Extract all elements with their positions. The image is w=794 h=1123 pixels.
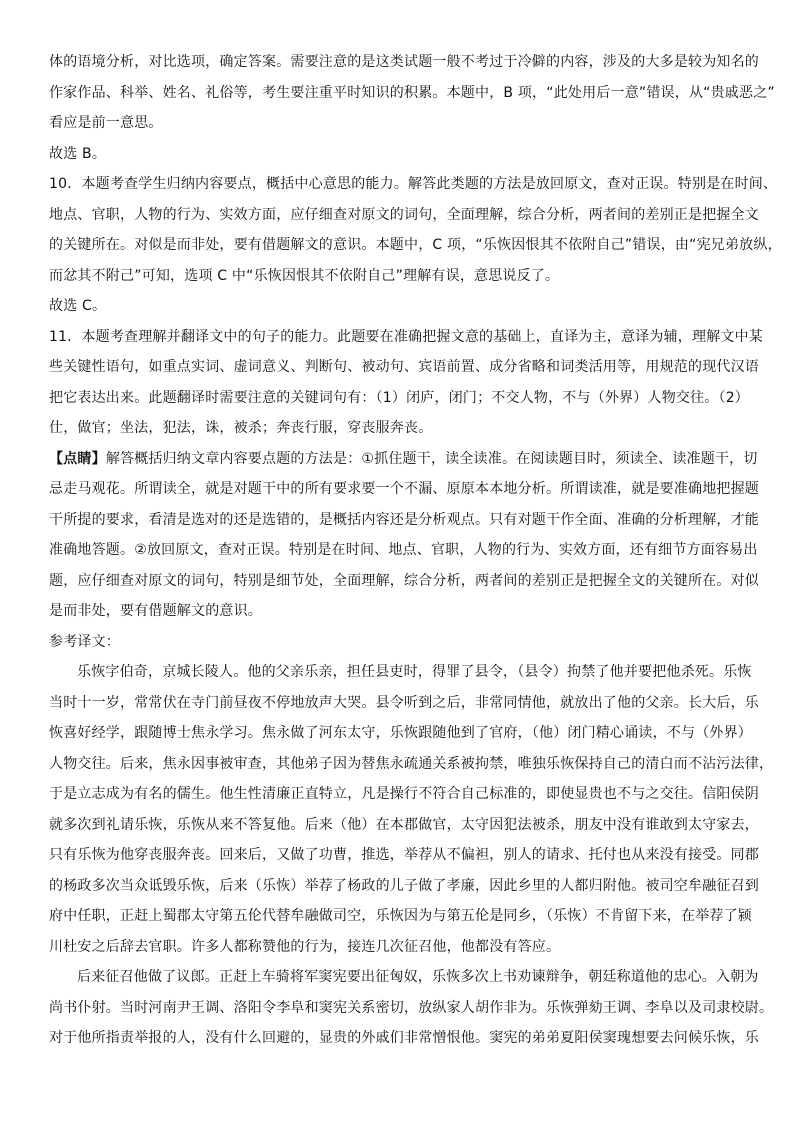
text-line: 人物交往。后来，焦永因事被审查，其他弟子因为替焦永疏通关系被拘禁，唯独乐恢保持自己的清白而不沾污法律， [49, 755, 774, 772]
text-line: 准确地答题。②放回原文，查对正误。特别是在时间、地点、官职，人物的行为、实效方面，还有细节方面容易出 [49, 542, 758, 558]
text-line: 看应是前一意思。 [49, 115, 163, 131]
text-line: 体的语境分析，对比选项，确定答案。需要注意的是这类试题一般不考过于冷僻的内容，涉及的大多是较为知名的 [49, 54, 759, 70]
text-line: 对于他所指责举报的人，没有什么回避的，显贵的外戚们非常憎恨他。窦宪的弟弟夏阳侯窦瑰想要去问候乐恢，乐 [49, 1030, 759, 1046]
text-line: 仕，做官；坐法，犯法，诛，被杀；奔丧行服，穿丧服奔丧。 [49, 420, 433, 436]
text-line: 当时十一岁，常常伏在寺门前昼夜不停地放声大哭。县令听到之后，非常同情他，就放出了他的父亲。长大后，乐 [49, 694, 759, 711]
text-line: 尚书仆射。当时河南尹王调、洛阳令李阜和窦宪关系密切，放纵家人胡作非为。乐恢弹劾王调、李阜以及司隶校尉。 [49, 999, 774, 1016]
question-10-explanation: 10．本题考查学生归纳内容要点，概括中心意思的能力。解答此类题的方法是放回原文，查对正误。特别是在时间、 [49, 176, 778, 192]
dianjing-text: 解答概括归纳文章内容要点题的方法是：①抓住题干，读全读准。在阅读题目时，须读全、读准题干，切 [105, 450, 758, 467]
reference-translation-heading: 参考译文： [49, 633, 120, 650]
answer-line: 故选 B。 [49, 145, 107, 162]
text-line: 干所提的要求，看清是选对的还是选错的，是概括内容还是分析观点。只有对题干作全面、准确的分析理解，才能 [49, 511, 759, 528]
text-line: 于是立志成为有名的儒生。他生性清廉正直特立，凡是操行不符合自己标准的，即使显贵也不与之交往。信阳侯阴 [49, 786, 759, 802]
dianjing-paragraph-start [49, 444, 758, 475]
text-line: 作家作品、科举、姓名、礼俗等，考生要注重平时知识的积累。本题中，B 项，“此处用后一意”错误，从“贵戚恶之” [49, 84, 775, 101]
text-line: 的杨政多次当众诋毁乐恢，后来（乐恢）举荐了杨政的儿子做了孝廉，因此乡里的人都归附他。被司空牟融征召到 [49, 877, 759, 894]
text-line: 把它表达出来。此题翻译时需要注意的关键词句有：（1）闭庐，闭门；不交人物，不与（外界）人物交往。（2） [49, 389, 750, 406]
question-11-explanation: 11．本题考查理解并翻译文中的句子的能力。此题要在准确把握文意的基础上，直译为主，意译为辅，理解文中某 [49, 328, 764, 345]
text-line: 川杜安之后辞去官职。许多人都称赞他的行为，接连几次征召他，他都没有答应。 [49, 938, 561, 955]
text-line: 只有乐恢为他穿丧服奔丧。回来后，又做了功曹，推选，举荐从不偏袒，别人的请求、托付也从来没有接受。同郡 [49, 847, 759, 863]
text-line: 就多次到礼请乐恢，乐恢从来不答复他。后来（他）在本郡做官，太守因犯法被杀，朋友中没有谁敢到太守家去， [49, 816, 759, 833]
dianjing-label: 【点睛】 [49, 450, 106, 467]
text-line: 恢喜好经学，跟随博士焦永学习。焦永做了河东太守，乐恢跟随他到了官府，（他）闭门精心诵读，不与（外界） [49, 725, 752, 741]
text-line: 忌走马观花。所谓读全，就是对题干中的所有要求要一个不漏、原原本本地分析。所谓读准，就是要准确地把握题 [49, 481, 759, 497]
text-line: 是而非处，要有借题解文的意识。 [49, 603, 262, 619]
text-line: 的关键所在。对似是而非处，要有借题解文的意识。本题中，C 项，“乐恢因恨其不依附自己”错误，由“宪兄弟放纵， [49, 237, 782, 253]
text-line: 地点、官职，人物的行为、实效方面，应仔细查对原文的词句，全面理解，综合分析，两者间的差别正是把握全文 [49, 206, 759, 223]
document-body [49, 47, 782, 1054]
text-line: 府中任职，正赶上蜀郡太守第五伦代替牟融做司空，乐恢因为与第五伦是同乡，（乐恢）不肯留下来，在举荐了颍 [49, 908, 752, 924]
answer-line: 故选 C。 [49, 298, 107, 314]
text-line: 些关键性语句，如重点实词、虚词意义、判断句、被动句、宾语前置、成分省略和词类活用等，用规范的现代汉语 [49, 359, 759, 375]
translation-paragraph-1-start: 乐恢字伯奇，京城长陵人。他的父亲乐亲，担任县吏时，得罪了县令，（县令）拘禁了他并要把他杀死。乐恢 [77, 664, 752, 680]
text-line: 而忿其不附己”可知，选项 C 中“乐恢因恨其不依附自己”理解有误，意思说反了。 [49, 267, 560, 284]
translation-paragraph-2-start: 后来征召他做了议郎。正赶上车骑将军窦宪要出征匈奴，乐恢多次上书劝谏辩争，朝廷称道他的忠心。入朝为 [77, 969, 759, 985]
text-line: 题，应仔细查对原文的词句，特别是细节处，全面理解，综合分析，两者间的差别正是把握全文的关键所在。对似 [49, 572, 759, 589]
